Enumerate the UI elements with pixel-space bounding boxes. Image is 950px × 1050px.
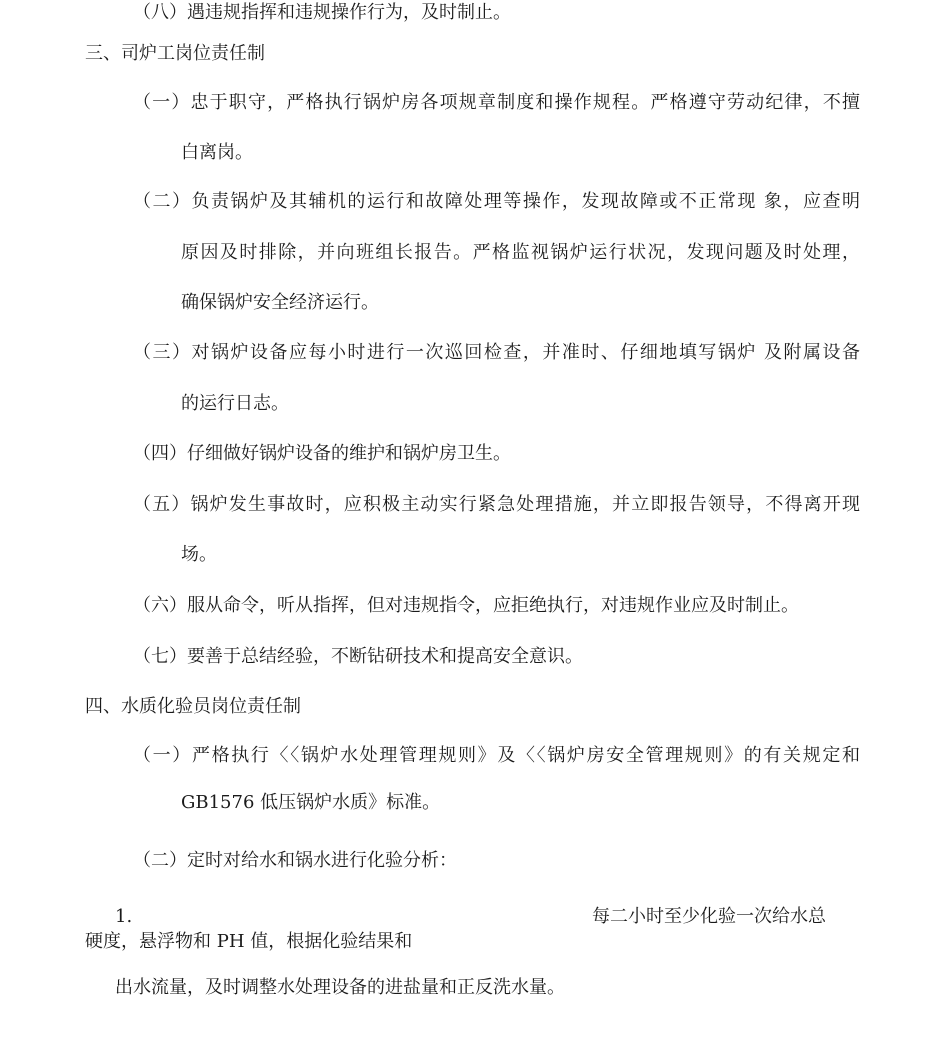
- paragraph-item-5-line-2: 场。: [181, 544, 217, 565]
- paragraph-item-1-line-1: （一）忠于职守，严格执行锅炉房各项规章制度和操作规程。严格遵守劳动纪律，不擅: [133, 92, 860, 113]
- section-heading-boiler-operator: 三、司炉工岗位责任制: [85, 43, 265, 64]
- list-item-1-line-2: 硬度，悬浮物和 PH 值，根据化验结果和: [85, 931, 413, 952]
- paragraph-item-4: （四）仔细做好锅炉设备的维护和锅炉房卫生。: [133, 443, 511, 464]
- paragraph-item-6: （六）服从命令，听从指挥，但对违规指令，应拒绝执行，对违规作业应及时制止。: [133, 595, 799, 616]
- paragraph-water-item-2: （二）定时对给水和锅水进行化验分析：: [133, 850, 457, 871]
- paragraph-item-2-line-3: 确保锅炉安全经济运行。: [181, 292, 379, 313]
- paragraph-item-5-line-1: （五）锅炉发生事故时，应积极主动实行紧急处理措施，并立即报告领导，不得离开现: [133, 494, 860, 515]
- paragraph-item-2-line-1: （二）负责锅炉及其辅机的运行和故障处理等操作，发现故障或不正常现 象，应查明: [133, 191, 860, 212]
- paragraph-item-7: （七）要善于总结经验，不断钻研技术和提高安全意识。: [133, 646, 583, 667]
- paragraph-item-2-line-2: 原因及时排除，并向班组长报告。严格监视锅炉运行状况，发现问题及时处理，: [181, 242, 860, 263]
- paragraph-water-item-1-line-1: （一）严格执行〈〈锅炉水处理管理规则》及〈〈锅炉房安全管理规则》的有关规定和: [133, 745, 860, 766]
- section-heading-water-lab: 四、水质化验员岗位责任制: [85, 696, 301, 717]
- list-item-1-line-3: 出水流量，及时调整水处理设备的进盐量和正反洗水量。: [115, 977, 565, 998]
- paragraph-item-8: （八）遇违规指挥和违规操作行为，及时制止。: [133, 2, 511, 23]
- list-number-1: 1.: [115, 906, 133, 927]
- paragraph-item-3-line-1: （三）对锅炉设备应每小时进行一次巡回检查，并准时、仔细地填写锅炉 及附属设备: [133, 342, 860, 363]
- paragraph-water-item-1-line-2: GB1576 低压锅炉水质》标准。: [181, 792, 441, 813]
- list-item-1-line-1: 每二小时至少化验一次给水总: [592, 906, 826, 927]
- paragraph-item-3-line-2: 的运行日志。: [181, 393, 289, 414]
- paragraph-item-1-line-2: 白离岗。: [181, 142, 253, 163]
